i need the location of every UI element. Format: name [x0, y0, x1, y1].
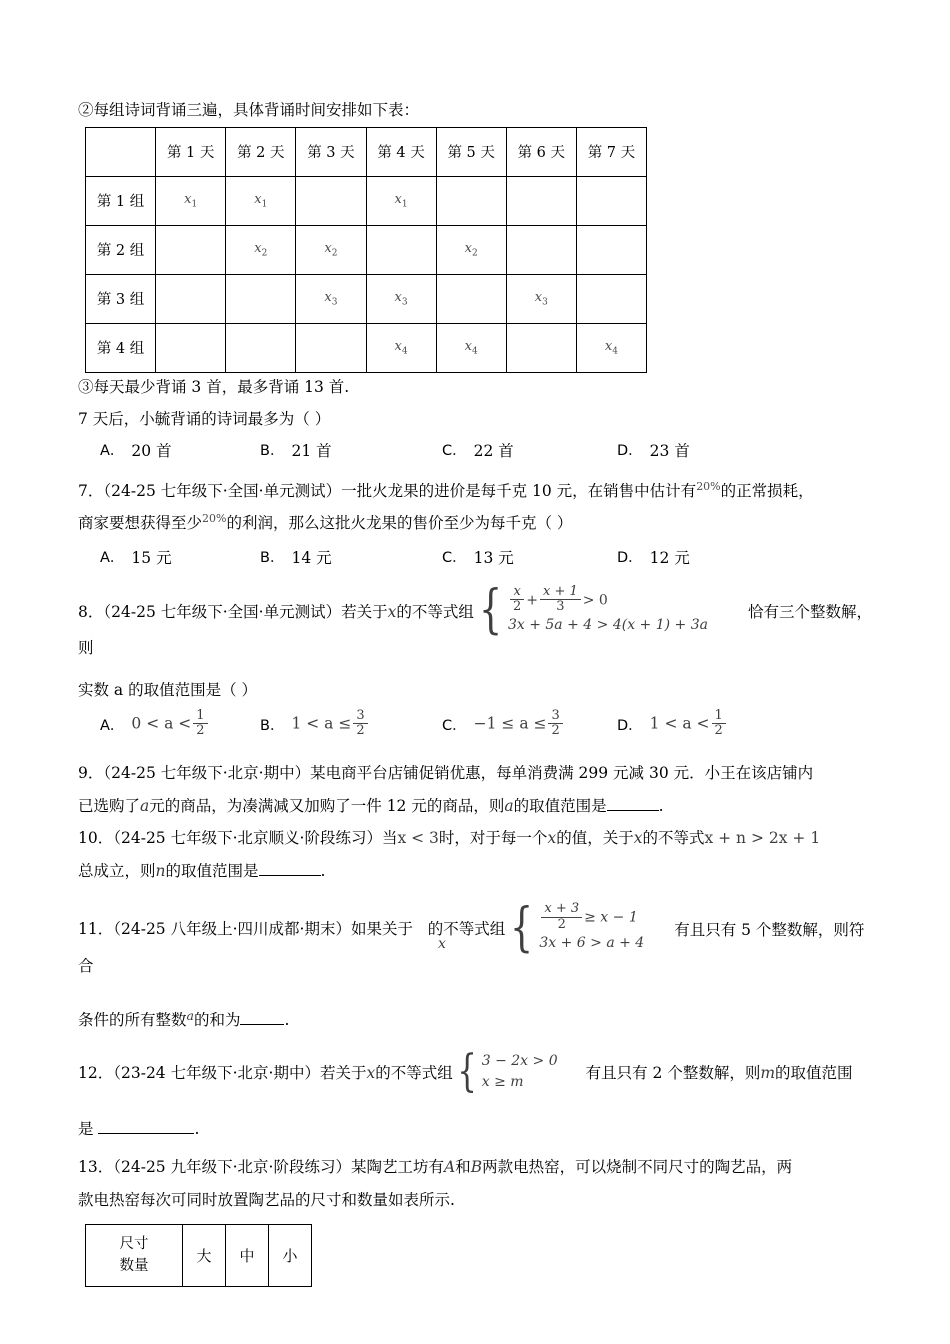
- q7-option-a[interactable]: [100, 546, 260, 568]
- q10-source: （24-25 七年级下·北京顺义·阶段练习）: [113, 829, 382, 848]
- kiln-size-small: 小: [269, 1225, 312, 1287]
- q12-line-1: [78, 1045, 878, 1097]
- q11-period: .: [284, 1011, 290, 1030]
- schedule-cell-marked: [226, 176, 296, 225]
- q10-line1-c: 的值，关于: [556, 829, 634, 848]
- schedule-cell-marked: [506, 274, 576, 323]
- q13-line1-a: 某陶艺工坊有: [350, 1158, 444, 1177]
- q7-option-b-label: B．: [260, 550, 285, 567]
- q9-line-2: [78, 790, 878, 823]
- header-day-4: 第 4 天: [366, 127, 436, 176]
- q7-option-d[interactable]: [617, 546, 690, 568]
- recitation-schedule-table: [85, 127, 647, 373]
- q7-percent-2: 20%: [202, 512, 227, 526]
- schedule-cell-empty: [436, 176, 506, 225]
- q8-plus-sign: +: [526, 592, 538, 609]
- q10-expression-1: x < 3: [397, 829, 439, 848]
- kiln-capacity-table: [85, 1224, 312, 1287]
- q8-line2-text: 实数 a 的取值范围是（ ）: [78, 680, 258, 699]
- schedule-cell-marked: [226, 225, 296, 274]
- q10-expression-2: x + n > 2x + 1: [704, 829, 821, 848]
- schedule-variable: $x_3$: [324, 290, 338, 308]
- q8-option-d[interactable]: [617, 710, 728, 739]
- q11-line-2: [78, 1003, 878, 1037]
- schedule-cell-empty: [436, 274, 506, 323]
- q8-option-a[interactable]: [100, 710, 260, 739]
- q8-system-row-1: [508, 583, 708, 615]
- q8-source: （24-25 七年级下·全国·单元测试）: [103, 602, 342, 621]
- schedule-cell-empty: [576, 274, 646, 323]
- q8-option-c[interactable]: [442, 710, 617, 739]
- q7-number: 7．: [78, 481, 104, 500]
- q8-variable: x: [387, 602, 397, 621]
- intro-item-2: ②每组诗词背诵三遍，具体背诵时间安排如下表：: [78, 101, 420, 119]
- q13-line1-c: 两款电热窑，可以烧制不同尺寸的陶艺品，两: [482, 1158, 793, 1177]
- q13-source: （24-25 九年级下·北京·阶段练习）: [113, 1158, 351, 1177]
- q12-text-c: 有且只有 2 个整数解，则: [585, 1063, 761, 1082]
- q7-option-a-label: A．: [100, 550, 125, 567]
- q8-options-row: [78, 710, 878, 739]
- q13-line2-text: 款电热窑每次可同时放置陶艺品的尺寸和数量如表所示.: [78, 1190, 455, 1209]
- header-corner-cell: [86, 127, 156, 176]
- table-row: [86, 274, 647, 323]
- q12-period: .: [194, 1119, 200, 1138]
- q8-option-b[interactable]: [260, 710, 442, 739]
- q6-stem: 7 天后，小毓背诵的诗词最多为（ ）: [78, 409, 331, 428]
- q7-line2-b: 的利润，那么这批火龙果的售价至少为每千克（ ）: [226, 514, 573, 533]
- q6-option-a-text: 20 首: [131, 441, 172, 460]
- schedule-cell-marked: [366, 176, 436, 225]
- q6-option-a-label: A．: [100, 443, 125, 460]
- q6-option-d-label: D．: [617, 443, 643, 460]
- q11-line2-b: 的和为: [193, 1011, 241, 1030]
- q7-option-c-label: C．: [442, 550, 467, 567]
- schedule-variable: $x_1$: [184, 192, 198, 210]
- table-header-row: [86, 127, 647, 176]
- header-day-7: 第 7 天: [576, 127, 646, 176]
- q13-number: 13．: [78, 1158, 114, 1177]
- q9-variable-1: a: [140, 796, 150, 815]
- q8-option-b-label: B．: [260, 718, 285, 735]
- schedule-cell-marked: [296, 225, 366, 274]
- schedule-row-label: 第 3 组: [86, 274, 156, 323]
- schedule-cell-marked: [436, 225, 506, 274]
- q7-text-a: 一批火龙果的进价是每千克 10 元，在销售中估计有: [341, 481, 697, 500]
- q12-variable-2: m: [760, 1063, 776, 1082]
- page-content: [78, 100, 878, 1287]
- q6-options-row: [78, 439, 878, 461]
- q10-line1-d: 的不等式: [642, 829, 705, 848]
- schedule-cell-empty: [156, 274, 226, 323]
- q6-option-d-text: 23 首: [649, 441, 690, 460]
- q9-period: .: [658, 796, 664, 815]
- table-row: [86, 176, 647, 225]
- schedule-variable: $x_1$: [394, 192, 408, 210]
- q7-source: （24-25 七年级下·全国·单元测试）: [103, 481, 342, 500]
- q7-option-d-text: 12 元: [649, 548, 690, 567]
- schedule-variable: $x_2$: [254, 241, 268, 259]
- schedule-variable: $x_3$: [534, 290, 548, 308]
- q10-line2-b: 的取值范围是: [165, 861, 259, 880]
- header-day-3: 第 3 天: [296, 127, 366, 176]
- q13-line1-b: 和: [455, 1158, 471, 1177]
- q8-relation-1: > 0: [582, 592, 608, 609]
- header-day-6: 第 6 天: [506, 127, 576, 176]
- q8-option-d-label: D．: [617, 718, 643, 735]
- schedule-cell-empty: [576, 225, 646, 274]
- schedule-variable: $x_2$: [464, 241, 478, 259]
- q13-line-2: [78, 1184, 878, 1217]
- q9-number: 9．: [78, 764, 104, 783]
- q12-text-b: 的不等式组: [375, 1063, 453, 1082]
- q10-variable-1: x: [547, 829, 557, 848]
- q11-text-b: 的不等式组: [427, 920, 506, 939]
- kiln-header-split-cell: [86, 1225, 183, 1287]
- q11-superscript-variable: a: [186, 1008, 194, 1024]
- schedule-row-label: 第 2 组: [86, 225, 156, 274]
- q8-option-b-fraction: $\frac{3}{2}$: [353, 709, 367, 738]
- q8-option-d-fraction: $\frac{1}{2}$: [712, 709, 726, 738]
- schedule-row-label: 第 4 组: [86, 323, 156, 372]
- system-brace: {: [510, 897, 534, 958]
- schedule-cell-marked: [436, 323, 506, 372]
- q8-option-c-fraction: $\frac{3}{2}$: [548, 709, 562, 738]
- q8-inequality-system: [474, 580, 708, 641]
- schedule-variable: $x_4$: [604, 339, 618, 357]
- q12-system-row-1: 3 − 2x > 0: [481, 1052, 558, 1069]
- q10-period: .: [320, 861, 326, 880]
- q9-variable-2: a: [504, 796, 514, 815]
- schedule-cell-empty: [296, 176, 366, 225]
- q7-options-row: [78, 546, 878, 568]
- q12-text-a: 若关于: [319, 1063, 367, 1082]
- q11-line-1: [78, 897, 878, 977]
- q8-frac-2: $\frac{x + 1}{3}$: [540, 585, 581, 614]
- system-brace: {: [478, 580, 503, 641]
- schedule-variable: $x_4$: [394, 339, 408, 357]
- q8-text-a: 若关于: [341, 602, 388, 621]
- header-day-1: 第 1 天: [156, 127, 226, 176]
- q7-option-d-label: D．: [617, 550, 643, 567]
- q8-option-d-expr: 1 < a < $\frac{1}{2}$: [650, 710, 728, 739]
- header-day-5: 第 5 天: [436, 127, 506, 176]
- q8-line-1: [78, 580, 878, 660]
- q7-option-c[interactable]: [442, 546, 617, 568]
- schedule-cell-empty: [296, 323, 366, 372]
- q11-floating-variable: x: [438, 936, 446, 953]
- q10-number: 10．: [78, 829, 114, 848]
- q9-source: （24-25 七年级下·北京·期中）: [103, 764, 311, 783]
- kiln-header-size: 尺寸: [119, 1236, 149, 1253]
- q7-option-a-text: 15 元: [131, 548, 172, 567]
- schedule-variable: $x_3$: [394, 290, 408, 308]
- q6-option-a[interactable]: [100, 439, 260, 461]
- schedule-cell-empty: [506, 323, 576, 372]
- system-rows: [507, 583, 708, 636]
- q9-line-1: [78, 757, 878, 790]
- q12-text-d: 的取值范围: [775, 1063, 853, 1082]
- schedule-cell-marked: [156, 176, 226, 225]
- q8-option-a-expr: 0 < a < $\frac{1}{2}$: [131, 710, 209, 739]
- schedule-cell-empty: [506, 176, 576, 225]
- q7-percent-1: 20%: [696, 479, 721, 493]
- q9-line2-b: 元的商品，为凑满减又加购了一件 12 元的商品，则: [149, 796, 505, 815]
- schedule-cell-empty: [156, 323, 226, 372]
- q11-text-a: 如果关于: [350, 920, 413, 939]
- q12-line2-text: 是: [78, 1119, 94, 1138]
- q12-system-row-2: x ≥ m: [481, 1073, 524, 1090]
- header-day-2: 第 2 天: [226, 127, 296, 176]
- q10-line1-a: 当: [381, 829, 398, 848]
- q6-option-b-label: B．: [260, 443, 285, 460]
- q11-text-c: 有且只有 5 个整数解，则符合: [78, 920, 865, 975]
- q12-answer-blank[interactable]: [98, 1120, 194, 1134]
- schedule-cell-marked: [366, 323, 436, 372]
- q10-line1-b: 时，对于每一个: [438, 829, 548, 848]
- q8-option-c-expr: −1 ≤ a ≤ $\frac{3}{2}$: [474, 710, 565, 739]
- q7-line-1: [78, 475, 878, 508]
- q6-option-c-label: C．: [442, 443, 467, 460]
- schedule-variable: $x_2$: [324, 241, 338, 259]
- q6-option-b[interactable]: [260, 439, 442, 461]
- q6-option-c[interactable]: [442, 439, 617, 461]
- q8-option-a-label: A．: [100, 718, 125, 735]
- q9-line1-text: 某电商平台店铺促销优惠，每单消费满 299 元减 30 元．小王在该店铺内: [310, 764, 814, 783]
- q13-kiln-a: A: [443, 1158, 456, 1177]
- q8-line-2: [78, 674, 878, 707]
- q8-text-c: 恰有三个整数解，则: [78, 602, 872, 657]
- q8-system-row-2: 3x + 5a + 4 > 4(x + 1) + 3a: [507, 617, 708, 633]
- q11-number: 11．: [78, 920, 114, 939]
- q11-inequality-system: [505, 897, 645, 958]
- q6-option-d[interactable]: [617, 439, 690, 461]
- q7-option-c-text: 13 元: [473, 548, 514, 567]
- schedule-cell-empty: [506, 225, 576, 274]
- q7-option-b[interactable]: [260, 546, 442, 568]
- q8-number: 8．: [78, 602, 104, 621]
- q11-var-gap: [413, 921, 428, 939]
- q13-kiln-b: B: [470, 1158, 483, 1177]
- schedule-cell-empty: [156, 225, 226, 274]
- table-row: [86, 323, 647, 372]
- intro-item-3: ③每天最少背诵 3 首，最多背诵 13 首.: [78, 377, 350, 396]
- q11-answer-blank[interactable]: [240, 1011, 284, 1025]
- q7-option-b-text: 14 元: [291, 548, 332, 567]
- schedule-variable: $x_1$: [254, 192, 268, 210]
- q6-option-b-text: 21 首: [291, 441, 332, 460]
- q11-fraction: $\frac{x + 3}{2}$: [541, 902, 582, 931]
- q8-option-c-label: C．: [442, 718, 467, 735]
- q10-line-1: [78, 822, 878, 855]
- q6-option-c-text: 22 首: [473, 441, 514, 460]
- q13-line-1: [78, 1151, 878, 1184]
- q10-line-2: [78, 855, 878, 888]
- schedule-cell-empty: [576, 176, 646, 225]
- schedule-cell-marked: [366, 274, 436, 323]
- q8-text-b: 的不等式组: [396, 602, 474, 621]
- table-row: [86, 225, 647, 274]
- q12-inequality-system: [453, 1045, 558, 1097]
- q11-line2-a: 条件的所有整数: [78, 1011, 187, 1030]
- kiln-size-large: 大: [183, 1225, 226, 1287]
- q8-option-b-expr: 1 < a ≤ $\frac{3}{2}$: [291, 710, 369, 739]
- q10-variable-3: n: [155, 861, 166, 880]
- q12-source: （23-24 七年级下·北京·期中）: [113, 1063, 320, 1082]
- schedule-cell-marked: [296, 274, 366, 323]
- q7-line2-a: 商家要想获得至少: [78, 514, 203, 533]
- schedule-cell-empty: [226, 323, 296, 372]
- q9-answer-blank[interactable]: [607, 797, 659, 811]
- system-rows: [539, 903, 644, 953]
- q11-relation: ≥ x − 1: [584, 910, 638, 927]
- kiln-size-medium: 中: [226, 1225, 269, 1287]
- schedule-cell-marked: [576, 323, 646, 372]
- q9-line2-c: 的取值范围是: [513, 796, 607, 815]
- q11-system-row-1: [539, 903, 644, 932]
- q7-text-b: 的正常损耗，: [720, 481, 814, 500]
- q12-number: 12．: [78, 1063, 114, 1082]
- schedule-cell-empty: [226, 274, 296, 323]
- q11-source: （24-25 八年级上·四川成都·期末）: [113, 920, 351, 939]
- schedule-variable: $x_4$: [464, 339, 478, 357]
- table-header-row: [86, 1225, 312, 1287]
- q9-line2-a: 已选购了: [78, 796, 141, 815]
- system-rows: [482, 1051, 558, 1093]
- system-brace: {: [456, 1045, 477, 1097]
- q10-line2-a: 总成立，则: [78, 861, 156, 880]
- q10-variable-2: x: [633, 829, 643, 848]
- schedule-row-label: 第 1 组: [86, 176, 156, 225]
- q11-system-row-2: 3x + 6 > a + 4: [539, 934, 645, 951]
- q8-frac-1: $\frac{x}{2}$: [510, 585, 524, 614]
- q12-variable: x: [366, 1063, 376, 1082]
- q7-line-2: [78, 507, 878, 540]
- q10-answer-blank[interactable]: [259, 862, 321, 876]
- q12-line-2: [78, 1113, 878, 1146]
- schedule-cell-empty: [366, 225, 436, 274]
- q8-option-a-fraction: $\frac{1}{2}$: [193, 709, 207, 738]
- kiln-header-quantity: 数量: [119, 1257, 149, 1274]
